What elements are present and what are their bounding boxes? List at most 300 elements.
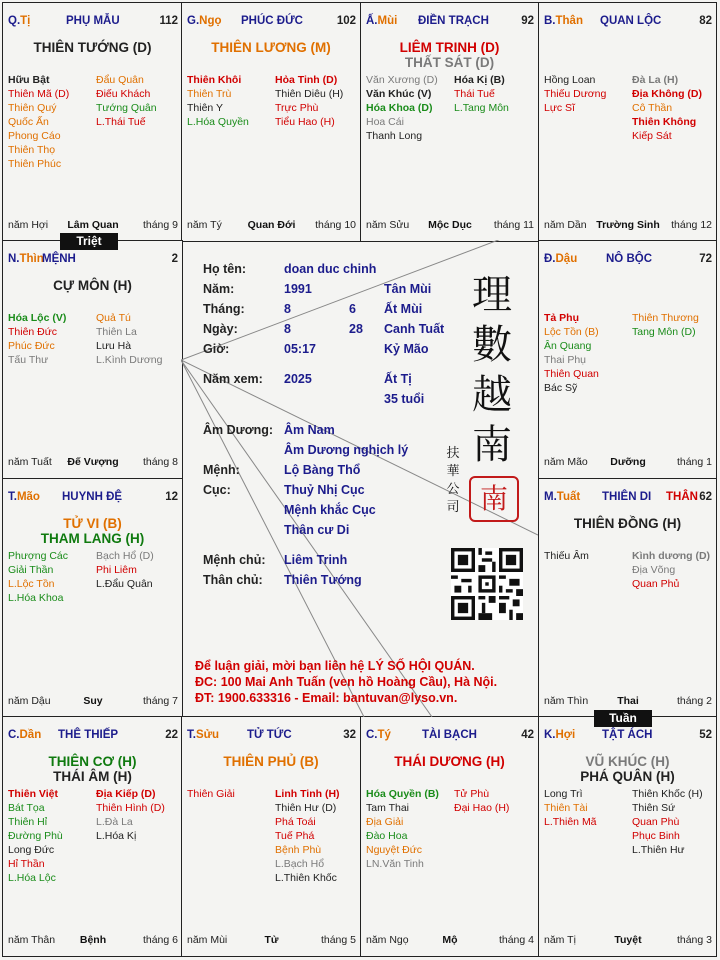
palace-header [8,253,178,269]
minor-star: Tử Phù [454,788,490,800]
minor-stars-right [275,73,343,129]
minor-star: Hóa Khoa (D) [366,102,433,114]
footer-year: năm Sửu [366,219,410,231]
minor-star: Thiên Thương [632,312,699,324]
minor-star: Đào Hoa [366,830,408,842]
minor-star: Ân Quang [544,340,592,352]
palace-header [8,15,178,31]
age-value: 35 tuổi [384,392,425,406]
thanchu-label: Thân chủ: [203,573,263,587]
minor-star: Thai Phụ [544,354,587,366]
palace-cell-dan[interactable] [2,716,183,957]
minor-star: Thiên Y [187,102,223,114]
minor-stars-right [454,787,509,815]
minor-star: Cô Thần [632,102,673,114]
main-star: THIÊN TƯỚNG (D) [33,40,152,55]
minor-star: Tam Thai [366,802,409,814]
contact-phone-email[interactable]: ĐT: 1900.633316 - Email: bantuvan@lyso.vn. [195,691,458,705]
palace-cell-mao[interactable] [2,478,183,718]
minor-star: Long Trì [544,788,583,800]
main-star: THIÊN ĐỒNG (H) [573,516,682,531]
month-solar: 8 [284,302,291,316]
minor-star: Nguyệt Đức [366,844,423,856]
palace-number: 102 [336,15,356,27]
footer-month: tháng 11 [493,219,534,231]
minor-stars-left [544,787,597,829]
minor-star: Hữu Bật [8,74,50,86]
main-star: THÁI ÂM (H) [53,769,132,784]
palace-cell-mui[interactable] [360,2,539,242]
footer-month: tháng 9 [142,219,178,231]
palace-footer [8,456,178,470]
minor-star: Tấu Thư [8,354,49,366]
minor-star: Đường Phù [8,830,63,842]
palace-name: ĐIỀN TRẠCH [418,15,489,27]
branch-label: Q.Tị [8,15,31,27]
palace-cell-ti[interactable] [2,2,183,242]
day-lunar: 28 [349,322,363,336]
branch-label: M.Tuất [544,491,581,503]
palace-cell-hoi[interactable] [538,716,717,957]
menh-value: Lộ Bàng Thổ [284,463,361,477]
main-stars [361,754,538,769]
palace-footer [8,695,178,709]
minor-stars [187,787,356,927]
palace-header [544,15,712,31]
main-stars [361,40,538,70]
calligraphy-char: 越 [472,372,512,418]
palace-number: 92 [521,15,534,27]
footer-stage: Dưỡng [610,456,646,468]
palace-header [187,729,356,745]
palace-footer [544,219,712,233]
footer-month: tháng 10 [315,219,356,231]
minor-star: L.Hóa Khoa [8,592,64,604]
main-star: CỰ MÔN (H) [53,278,132,293]
minor-stars-left [8,549,68,605]
minor-star: Thiên Trù [187,88,232,100]
palace-footer [544,934,712,948]
palace-cell-thin[interactable] [2,240,183,479]
minor-stars-right [454,73,509,115]
palace-name: TỬ TỨC [247,729,292,741]
qr-code-icon[interactable] [451,548,523,620]
minor-star: Thiên Phúc [8,158,62,170]
view-year-can: Ất Tị [384,372,412,386]
minor-stars [544,549,712,689]
hour-can: Kỷ Mão [384,342,429,356]
footer-year: năm Thìn [544,695,589,707]
main-stars [3,516,182,546]
minor-star: Thiên Mã (D) [8,88,70,100]
hour-label: Giờ: [203,342,230,356]
palace-header [544,729,712,745]
contact-block [195,658,497,706]
minor-star: Thiếu Âm [544,550,589,562]
minor-star: Bát Tọa [8,802,45,814]
minor-star: L.Thiên Khốc [275,872,337,884]
footer-year: năm Tị [544,934,576,946]
minor-stars [8,73,178,213]
minor-star: Lực Sĩ [544,102,575,114]
palace-name: TÀI BẠCH [422,729,477,741]
footer-year: năm Dần [544,219,587,231]
footer-month: tháng 1 [676,456,712,468]
branch-label: T.Sửu [187,729,219,741]
hour-value: 05:17 [284,342,316,356]
month-can: Ất Mùi [384,302,423,316]
contact-address: ĐC: 100 Mai Anh Tuấn (ven hồ Hoàng Cầu), Hà Nội. [195,675,498,689]
palace-number: 2 [171,253,178,265]
footer-year: năm Hợi [8,219,49,231]
branch-label: K.Hợi [544,729,576,741]
palace-header [8,729,178,745]
view-year-label: Năm xem: [203,372,263,386]
palace-name: PHÚC ĐỨC [241,15,303,27]
minor-star: Thiên Hình (D) [96,802,165,814]
minor-star: Hóa Lộc (V) [8,312,67,324]
minor-star: Quả Tú [96,312,131,324]
small-char: 公 [446,482,460,497]
palace-header [544,253,712,269]
contact-line: Để luận giải, mời bạn liên hệ LÝ SỐ HỘI QUÁN. [195,659,475,673]
palace-number: 72 [699,253,712,265]
palace-header [8,491,178,507]
minor-star: Địa Giải [366,816,404,828]
palace-footer [544,695,712,709]
minor-star: Thiên Sứ [632,802,676,814]
main-star: THÁI DƯƠNG (H) [394,754,505,769]
footer-year: năm Ngọ [366,934,409,946]
minor-stars-left [544,73,606,115]
footer-stage: Tuyệt [614,934,642,946]
palace-name: THÊ THIẾP [58,729,119,741]
minor-star: L.Thái Tuế [96,116,146,128]
minor-stars-right [632,787,703,857]
minor-star: Thiên Giải [187,788,235,800]
minor-stars [187,73,356,213]
minor-star: Thiên Thọ [8,144,56,156]
main-star: THIÊN LƯƠNG (M) [211,40,331,55]
footer-year: năm Tý [187,219,222,231]
footer-stage: Mộ [442,934,458,946]
minor-star: Tướng Quân [96,102,157,114]
palace-cell-tuat[interactable] [538,478,717,718]
palace-cell-than[interactable] [538,2,717,242]
minor-star: Tang Môn (D) [632,326,696,338]
amduong-label: Âm Dương: [203,423,274,437]
menh-label: Mệnh: [203,463,240,477]
year-can: Tân Mùi [384,282,432,296]
palace-name: HUYNH ĐỆ [62,491,123,503]
minor-star: Thiên Diêu (H) [275,88,344,100]
palace-name: PHỤ MẪU [66,15,120,27]
minor-star: Bạch Hổ (D) [96,550,154,562]
minor-star: Thiên Tài [544,802,588,814]
minor-stars-left [366,73,438,143]
minor-star: Hóa Kị (B) [454,74,505,86]
main-stars [3,40,182,55]
palace-footer [187,934,356,948]
minor-star: L.Thiên Hư [632,844,685,856]
palace-cell-ty[interactable] [360,716,539,957]
minor-stars-right [275,787,340,885]
branch-label: Đ.Dậu [544,253,578,265]
palace-name: TẬT ÁCH [602,729,653,741]
minor-stars-left [8,787,63,885]
year-label: Năm: [203,282,235,296]
minor-star: L.Kình Dương [96,354,163,366]
minor-stars-left [544,311,599,395]
minor-stars-left [366,787,439,871]
minor-star: Lưu Hà [96,340,132,352]
footer-stage: Quan Đới [247,219,296,231]
palace-name: QUAN LỘC [600,15,662,27]
palace-number: 112 [159,15,178,27]
minor-star: L.Lộc Tồn [8,578,55,590]
than-position: Thân cư Di [284,523,350,537]
triet-tag: Triệt [60,233,118,250]
seal-char: 南 [479,482,508,515]
footer-month: tháng 12 [671,219,712,231]
palace-footer [366,934,534,948]
minor-star: Thiên La [96,326,137,338]
minor-star: Kình dương (D) [632,550,711,562]
main-stars [3,278,182,293]
palace-name: THIÊN DI [602,491,652,503]
minor-star: Thiếu Dương [544,88,607,100]
footer-year: năm Mão [544,456,588,468]
day-label: Ngày: [203,322,238,336]
footer-month: tháng 2 [676,695,712,707]
minor-star: Long Đức [8,844,55,856]
main-star: THIÊN CƠ (H) [48,754,137,769]
palace-name: NÔ BỘC [606,253,652,265]
minor-stars [8,787,178,927]
footer-year: năm Dậu [8,695,51,707]
minor-star: Thiên Khốc (H) [632,788,703,800]
calligraphy-char: 理 [472,272,512,318]
footer-stage: Đế Vượng [67,456,119,468]
minor-star: Trực Phù [275,102,319,114]
footer-stage: Lâm Quan [67,219,119,231]
branch-label: B.Thân [544,15,583,27]
minor-star: Hồng Loan [544,74,596,86]
minor-star: Hỉ Thần [8,858,45,870]
palace-number: 82 [699,15,712,27]
minor-stars-right [632,549,710,591]
minor-star: LN.Văn Tinh [366,858,424,870]
minor-star: Thanh Long [366,130,423,142]
minor-star: Đà La (H) [632,74,679,86]
minor-star: Thiên Khôi [187,74,242,86]
palace-number: 22 [165,729,178,741]
minor-stars [366,787,534,927]
footer-stage: Tử [264,934,279,946]
tuan-tag: Tuần [594,710,652,727]
main-stars [182,754,360,769]
palace-cell-dau[interactable] [538,240,717,479]
main-star: PHÁ QUÂN (H) [580,769,675,784]
cuc-value: Thuỷ Nhị Cục [284,483,365,497]
minor-stars [544,787,712,927]
cuc-relation: Mệnh khắc Cục [284,503,376,517]
minor-star: Phong Cáo [8,130,61,142]
minor-star: Quan Phủ [632,578,680,590]
branch-label: N.Thìn [8,253,44,265]
palace-footer [366,219,534,233]
minor-star: Phục Binh [632,830,680,842]
palace-header [366,15,534,31]
footer-year: năm Mùi [187,934,228,946]
branch-label: Ấ.Mùi [366,15,398,27]
minor-star: Tiểu Hao (H) [275,116,335,128]
minor-star: Thái Tuế [454,88,495,100]
minor-stars-right [632,311,699,339]
cuc-label: Cục: [203,483,231,497]
minor-star: Quốc Ấn [8,116,49,128]
minor-stars [544,73,712,213]
day-solar: 8 [284,322,291,336]
main-star: THAM LANG (H) [40,531,145,546]
minor-star: Thiên Quan [544,368,599,380]
menhchu-label: Mệnh chủ: [203,553,266,567]
main-stars [539,754,716,784]
month-lunar: 6 [349,302,356,316]
palace-number: 52 [699,729,712,741]
palace-cell-suu[interactable] [181,716,361,957]
minor-stars [366,73,534,213]
calligraphy-logo [467,270,517,470]
palace-cell-ngo[interactable] [181,2,361,242]
palace-footer [187,219,356,233]
minor-star: Linh Tinh (H) [275,788,340,800]
menhchu-value: Liêm Trinh [284,553,348,567]
main-star: THIÊN PHỦ (B) [223,754,319,769]
footer-year: năm Tuất [8,456,52,468]
minor-star: Địa Kiếp (D) [96,788,156,800]
center-info-panel [181,240,538,717]
small-char: 扶 [446,446,460,461]
palace-number: 32 [343,729,356,741]
thanchu-value: Thiên Tướng [284,573,362,587]
minor-star: L.Đẩu Quân [96,578,153,590]
main-star: VŨ KHÚC (H) [585,754,670,769]
palace-header [366,729,534,745]
minor-star: Thiên Việt [8,788,58,800]
minor-star: Thiên Hỉ [8,816,48,828]
minor-star: Hoa Cái [366,116,404,128]
minor-star: Tuế Phá [275,830,315,842]
minor-star: L.Tang Môn [454,102,509,114]
than-marker: THÂN [666,491,698,503]
minor-stars-left [8,73,69,171]
minor-star: Đại Hao (H) [454,802,510,814]
minor-stars-right [96,73,157,129]
small-calligraphy [445,445,461,517]
view-year-value: 2025 [284,372,312,386]
calligraphy-char: 數 [472,322,512,368]
minor-star: Phi Liêm [96,564,137,576]
minor-stars-left [187,73,249,129]
minor-stars-right [96,549,154,591]
name-label: Họ tên: [203,262,247,276]
branch-label: C.Dần [8,729,42,741]
name-value: doan duc chinh [284,262,377,276]
palace-footer [8,934,178,948]
footer-month: tháng 7 [142,695,178,707]
palace-number: 42 [521,729,534,741]
minor-star: L.Hóa Quyền [187,116,249,128]
small-char: 華 [446,464,460,479]
minor-stars-right [96,311,162,367]
minor-star: Hỏa Tinh (D) [275,74,338,86]
branch-label: T.Mão [8,491,40,503]
palace-header [544,491,712,507]
minor-star: L.Đà La [96,816,133,828]
amduong-value: Âm Nam [284,423,335,437]
minor-star: Bệnh Phù [275,844,322,856]
minor-star: Thiên Đức [8,326,58,338]
main-star: LIÊM TRINH (D) [399,40,500,55]
minor-star: Đẩu Quân [96,74,144,86]
year-value: 1991 [284,282,312,296]
footer-month: tháng 4 [498,934,534,946]
minor-star: L.Hóa Lộc [8,872,56,884]
minor-star: Hóa Quyền (B) [366,788,439,800]
minor-stars-left [187,787,235,801]
footer-stage: Trường Sinh [596,219,660,231]
main-star: TỬ VI (B) [63,516,122,531]
red-seal [469,476,519,522]
day-can: Canh Tuất [384,322,445,336]
minor-star: Văn Xương (D) [366,74,438,86]
palace-number: 12 [165,491,178,503]
minor-star: Phá Toái [275,816,316,828]
palace-footer [544,456,712,470]
main-stars [182,40,360,55]
footer-month: tháng 8 [142,456,178,468]
minor-stars-left [8,311,66,367]
minor-star: Giải Thần [8,564,54,576]
minor-star: Bác Sỹ [544,382,578,394]
footer-stage: Thai [617,695,639,707]
minor-star: L.Hóa Kị [96,830,137,842]
main-star: THẤT SÁT (D) [404,55,495,70]
minor-star: Thiên Không [632,116,697,128]
main-stars [3,754,182,784]
minor-stars-right [96,787,165,843]
calligraphy-char: 南 [472,422,512,468]
footer-stage: Bệnh [79,934,107,946]
footer-month: tháng 5 [320,934,356,946]
footer-stage: Mộc Dục [428,219,472,231]
minor-star: Lộc Tồn (B) [544,326,599,338]
minor-star: Phượng Các [8,550,69,562]
month-label: Tháng: [203,302,245,316]
palace-number: 62 [699,491,712,503]
minor-star: Phúc Đức [8,340,55,352]
branch-label: C.Tý [366,729,391,741]
palace-name: MỆNH [42,253,76,265]
minor-stars [8,311,178,451]
minor-star: L.Thiên Mã [544,816,597,828]
minor-stars [8,549,178,689]
footer-month: tháng 3 [676,934,712,946]
amduong-relation: Âm Dương nghịch lý [284,443,409,457]
main-stars [539,516,716,531]
minor-star: Điếu Khách [96,88,151,100]
